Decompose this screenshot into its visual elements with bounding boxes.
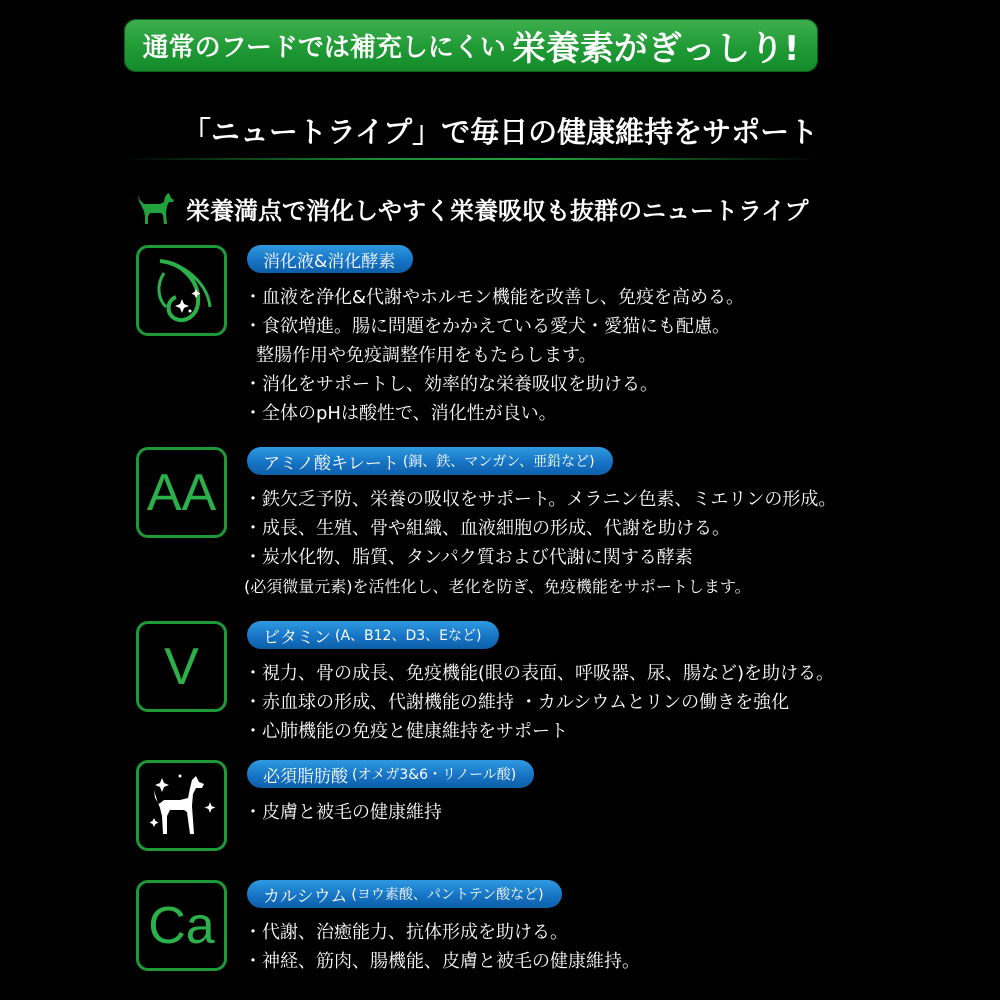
icon-label: Ca [148, 896, 215, 955]
section-line: ・視力、骨の成長、免疫機能(眼の表面、呼吸器、尿、腸など)を助ける。 [244, 663, 835, 684]
section-title-pill [247, 621, 499, 649]
page-headline: 「ニュートライプ」で毎日の健康維持をサポート [181, 115, 819, 149]
section-line: ・血液を浄化&代謝やホルモン機能を改善し、免疫を高める。 [244, 287, 745, 308]
section-title-pill [247, 760, 534, 788]
section-title-pill [247, 447, 613, 475]
section-line: ・代謝、治癒能力、抗体形成を助ける。 [244, 922, 568, 943]
section-line: 整腸作用や免疫調整作用をもたらします。 [256, 345, 597, 366]
section-lines [244, 798, 442, 827]
section-title: 消化液&消化酵素 [263, 251, 396, 272]
section-amino-acid-chelate [136, 447, 996, 607]
section-line: ・皮膚と被毛の健康維持 [244, 802, 442, 823]
subheading [136, 188, 809, 228]
dog-icon [136, 191, 176, 225]
section-line: ・食欲増進。腸に問題をかかえている愛犬・愛猫にも配慮。 [244, 316, 730, 337]
section-calcium [136, 880, 996, 980]
section-line: (必須微量元素)を活性化し、老化を防ぎ、免疫機能をサポートします。 [244, 577, 751, 596]
headline-divider [124, 158, 818, 160]
amino-acid-icon [136, 447, 227, 538]
section-essential-fatty-acids [136, 760, 996, 860]
section-lines [244, 283, 744, 428]
subheading-text: 栄養満点で消化しやすく栄養吸収も抜群のニュートライプ [186, 196, 809, 225]
top-banner [124, 19, 818, 72]
calcium-icon [136, 880, 227, 971]
section-title: カルシウム [263, 886, 348, 907]
icon-label: AA [146, 463, 217, 522]
section-title: ビタミン [263, 627, 331, 648]
section-digestive-enzymes [136, 245, 996, 425]
section-line: ・成長、生殖、骨や組織、血液細胞の形成、代謝を助ける。 [244, 518, 730, 539]
banner-emphasis: 栄養素がぎっしり! [511, 29, 800, 69]
section-line: ・心肺機能の免疫と健康維持をサポート [244, 721, 568, 742]
vitamin-icon [136, 621, 227, 712]
section-line: ・全体のpHは酸性で、消化性が良い。 [244, 403, 557, 424]
swirl-sparkle-icon [136, 245, 227, 336]
section-title-pill [247, 245, 413, 273]
section-title-note: (A、B12、D3、Eなど) [335, 628, 482, 644]
section-lines [244, 485, 836, 601]
banner-text: 通常のフードでは補充しにくい [142, 33, 506, 63]
section-line: ・赤血球の形成、代謝機能の維持 ・カルシウムとリンの働きを強化 [244, 692, 790, 713]
section-vitamins [136, 621, 996, 741]
section-line: ・炭水化物、脂質、タンパク質および代謝に関する酵素 [244, 547, 693, 568]
section-title: アミノ酸キレート [263, 453, 399, 474]
section-lines [244, 918, 640, 976]
section-line: ・消化をサポートし、効率的な栄養吸収を助ける。 [244, 374, 658, 395]
section-title: 必須脂肪酸 [263, 766, 348, 787]
icon-label: V [164, 637, 199, 696]
section-title-note: (銅、鉄、マンガン、亜鉛など) [402, 454, 595, 470]
section-line: ・神経、筋肉、腸機能、皮膚と被毛の健康維持。 [244, 951, 640, 972]
section-title-pill [247, 880, 562, 908]
section-title-note: (オメガ3&6・リノール酸) [352, 767, 517, 783]
section-title-note: (ヨウ素酸、パントテン酸など) [351, 887, 544, 903]
dog-sparkle-icon [136, 760, 227, 851]
section-lines [244, 659, 834, 746]
section-line: ・鉄欠乏予防、栄養の吸収をサポート。メラニン色素、ミエリンの形成。 [244, 489, 837, 510]
